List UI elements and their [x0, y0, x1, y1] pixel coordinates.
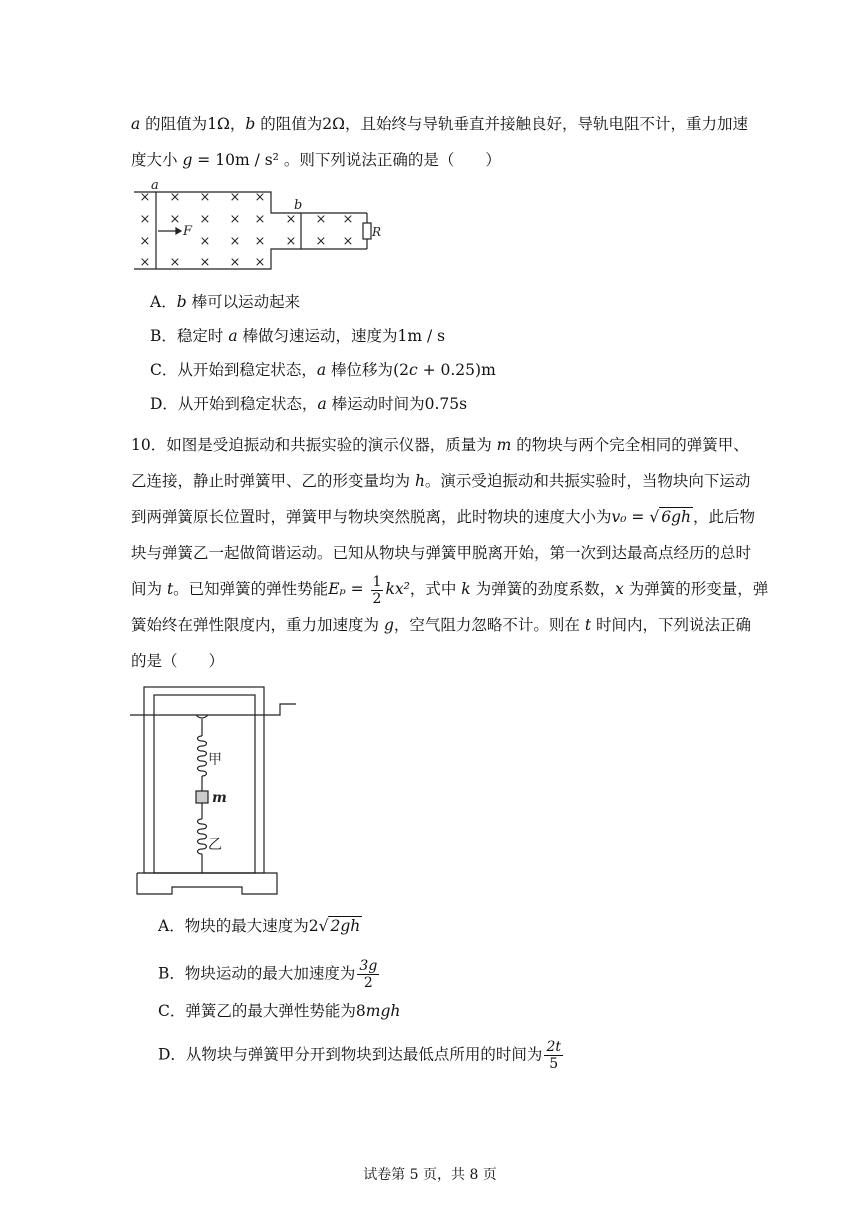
- q10-option-b[interactable]: B．物块运动的最大加速度为 $\frac{3g}{2}$: [158, 958, 378, 991]
- energy-fraction: $\frac{1}{2}$: [372, 573, 382, 607]
- svg-text:×: ×: [342, 212, 354, 227]
- svg-text:×: ×: [199, 190, 211, 205]
- svg-text:×: ×: [169, 190, 181, 205]
- svg-text:×: ×: [139, 255, 151, 270]
- q10-spring-figure: [128, 684, 300, 898]
- q10-option-c[interactable]: C．弹簧乙的最大弹性势能为8mgh: [158, 1002, 401, 1020]
- q10-option-d[interactable]: D．从物块与弹簧甲分开到物块到达最低点所用的时间为 $\frac{2t}{5}$: [158, 1039, 561, 1072]
- q10-stem-line-5: 间为 t。已知弹簧的弹性势能Eₚ = $\frac{1}{2}$ kx²，式中 k 为弹簧的劲度系数，x 为弹簧的形变量，弹: [131, 573, 769, 607]
- q10-stem-line-7: 的是（ ）: [131, 652, 225, 670]
- svg-text:×: ×: [315, 234, 327, 249]
- q9-option-b[interactable]: B．稳定时 a 棒做匀速运动，速度为1m / s: [150, 327, 446, 345]
- mass-m-label: m: [212, 790, 227, 806]
- spring-jia-label: 甲: [208, 752, 222, 768]
- svg-text:×: ×: [139, 234, 151, 249]
- svg-text:×: ×: [285, 234, 297, 249]
- page-footer: 试卷第 5 页，共 8 页: [363, 1167, 497, 1183]
- q10-stem-line-6: 簧始终在弹性限度内，重力加速度为 g，空气阻力忽略不计。则在 t 时间内，下列说法正确: [131, 616, 751, 634]
- svg-text:×: ×: [229, 255, 241, 270]
- q10-stem-line-4: 块与弹簧乙一起做简谐运动。已知从物块与弹簧甲脱离开始，第一次到达最高点经历的总时: [131, 544, 752, 562]
- svg-text:×: ×: [229, 234, 241, 249]
- q10-stem-line-3: 到两弹簧原长位置时，弹簧甲与物块突然脱离，此时物块的速度大小为v₀ = √ 6gh ，此后物: [131, 508, 756, 526]
- q9-stem-line-1: a 的阻值为1Ω，b 的阻值为2Ω，且始终与导轨垂直并接触良好，导轨电阻不计，重力加速: [131, 115, 749, 133]
- svg-text:×: ×: [254, 234, 266, 249]
- svg-text:×: ×: [254, 212, 266, 227]
- svg-text:×: ×: [315, 212, 327, 227]
- svg-text:×: ×: [199, 212, 211, 227]
- svg-text:×: ×: [169, 212, 181, 227]
- q10-stem-line-1: 10．如图是受迫振动和共振实验的演示仪器，质量为 m 的物块与两个完全相同的弹簧甲、: [131, 436, 749, 454]
- svg-text:×: ×: [139, 212, 151, 227]
- q9-stem-line-2: 度大小 g = 10m / s² 。则下列说法正确的是（ ）: [131, 151, 501, 169]
- svg-text:×: ×: [254, 190, 266, 205]
- q9-label-b: b: [294, 198, 303, 213]
- svg-text:×: ×: [199, 255, 211, 270]
- q9-rail-figure: [128, 178, 382, 274]
- svg-text:×: ×: [342, 234, 354, 249]
- q9-option-c[interactable]: C．从开始到稳定状态，a 棒位移为(2c + 0.25)m: [150, 361, 496, 379]
- q10-stem: [131, 427, 769, 679]
- svg-text:×: ×: [229, 190, 241, 205]
- svg-text:×: ×: [139, 190, 151, 205]
- spring-yi-label: 乙: [208, 837, 222, 853]
- q9-stem: [131, 106, 749, 178]
- svg-text:×: ×: [285, 212, 297, 227]
- svg-text:×: ×: [229, 212, 241, 227]
- q9-option-a[interactable]: A．b 棒可以运动起来: [150, 293, 301, 311]
- svg-text:×: ×: [254, 255, 266, 270]
- q9-field-crosses: [140, 190, 354, 270]
- q10-option-a[interactable]: A．物块的最大速度为2√ 2gh: [158, 917, 361, 935]
- q9-label-R: R: [372, 225, 382, 239]
- svg-text:×: ×: [169, 255, 181, 270]
- svg-text:×: ×: [199, 234, 211, 249]
- q9-label-a: a: [151, 178, 159, 193]
- q9-option-d[interactable]: D．从开始到稳定状态，a 棒运动时间为0.75s: [150, 395, 468, 413]
- q10-stem-line-2: 乙连接，静止时弹簧甲、乙的形变量均为 h。演示受迫振动和共振实验时，当物块向下运动: [131, 472, 751, 490]
- q9-label-F: F: [183, 224, 193, 239]
